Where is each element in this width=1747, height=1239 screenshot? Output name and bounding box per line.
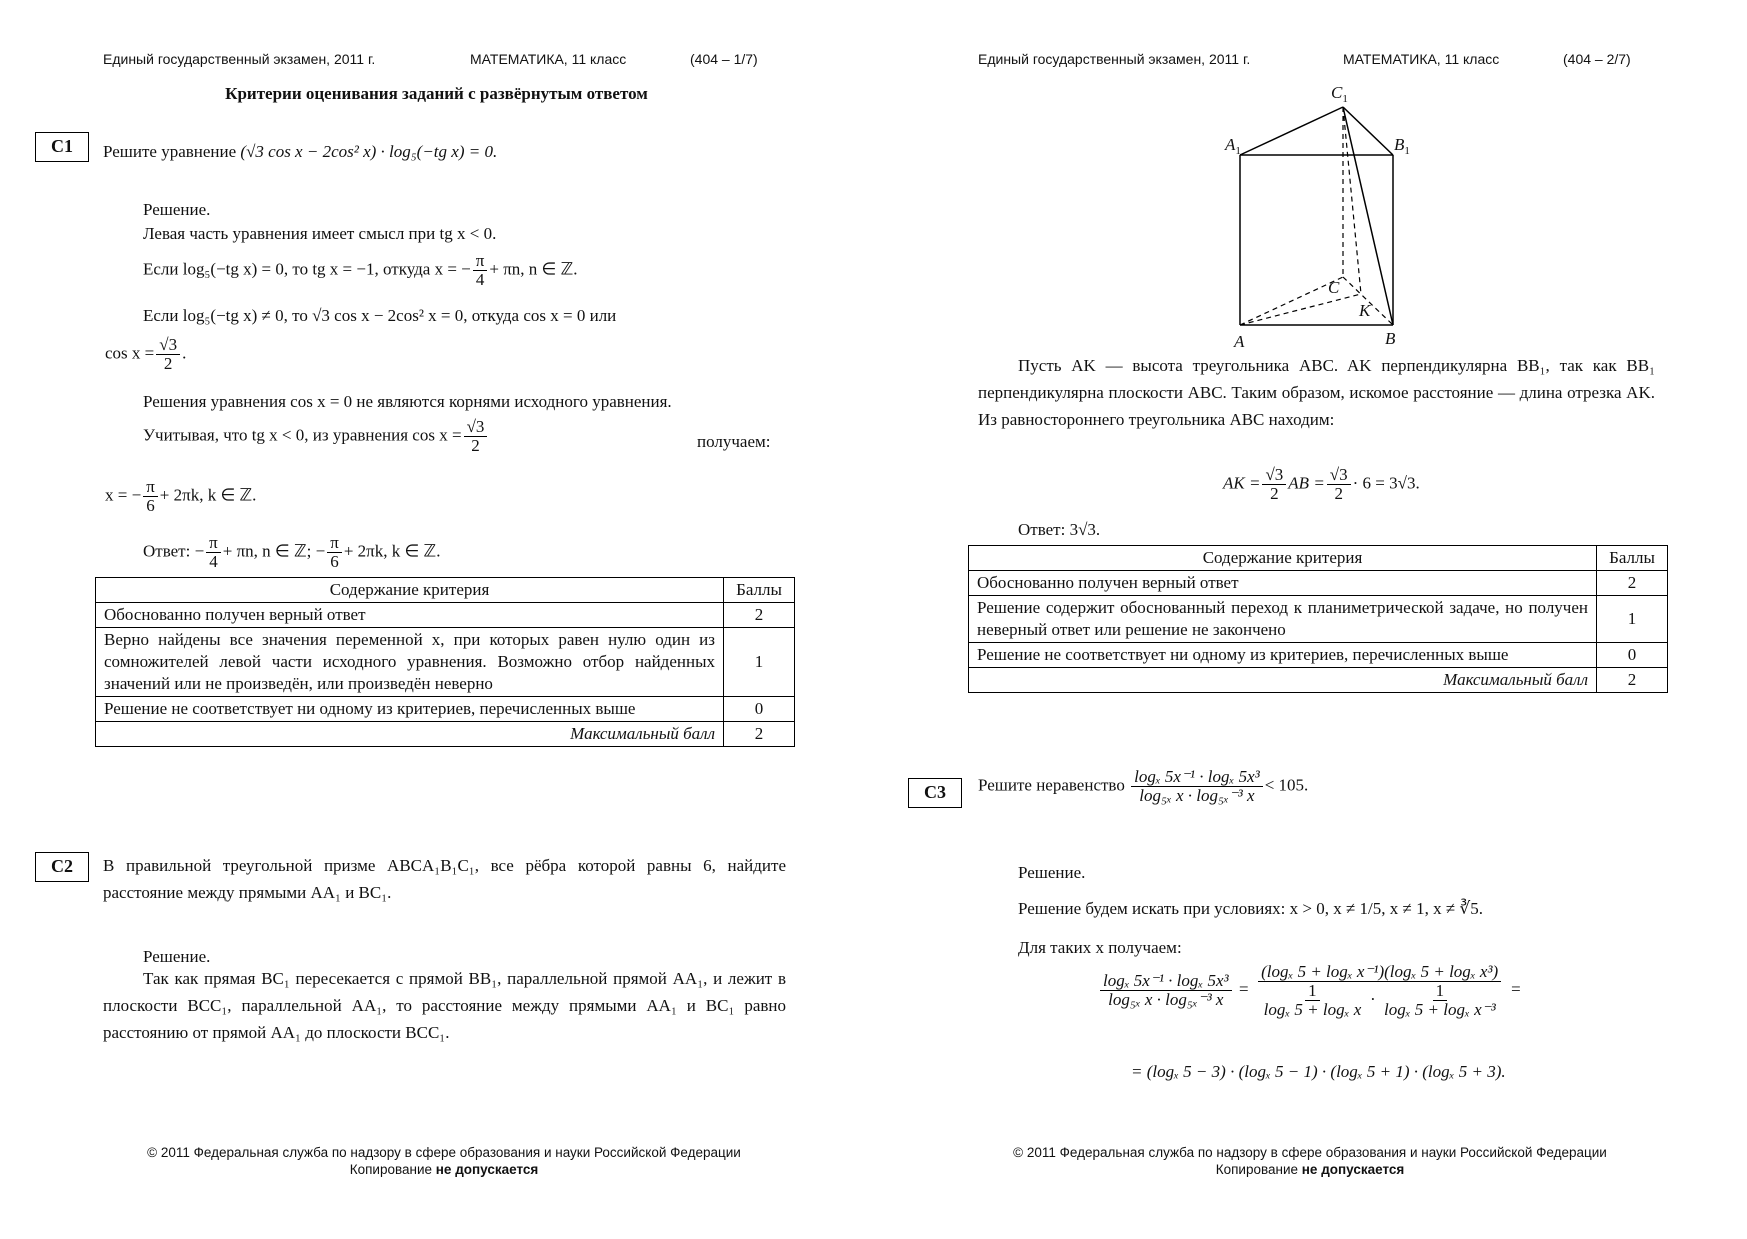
table-row bbox=[969, 596, 1668, 643]
c1-answer-label: Ответ: − bbox=[143, 541, 205, 561]
c1-answer bbox=[143, 534, 440, 571]
header-subject: МАТЕМАТИКА, 11 класс bbox=[470, 51, 627, 67]
footer-line2 bbox=[0, 1161, 888, 1178]
table-row bbox=[96, 603, 795, 628]
c2-cont-text: Пусть AK — высота треугольника ABC. AK перпендикулярна BB₁, так как BB₁ перпендикулярна плоскости ABC. Таким образом, искомое расстояние — длина отрезка AK. Из равностороннего треугольника ABC находим: bbox=[978, 356, 1655, 429]
fraction-pi-6 bbox=[143, 478, 158, 515]
criterion-points: 2 bbox=[724, 603, 795, 628]
table-max-row bbox=[96, 722, 795, 747]
edge-a1c1 bbox=[1240, 107, 1343, 155]
fraction-den: log₅ₓ x · log₅ₓ⁻³ x bbox=[1139, 785, 1255, 805]
fraction-den: logₓ 5 + logₓ x bbox=[1263, 999, 1362, 1019]
table-row bbox=[969, 571, 1668, 596]
c1-line-case2b: cos x = $\frac{√3}{2}$ . bbox=[105, 335, 187, 373]
segment-ak-hidden bbox=[1240, 294, 1361, 325]
c1-x-text: x = − bbox=[105, 485, 142, 505]
fraction-pi-6 bbox=[327, 534, 342, 571]
label-c: C bbox=[1328, 278, 1340, 297]
c3-conditions: Решение будем искать при условиях: x > 0, x ≠ 1/5, x ≠ 1, x ≠ ∛5. bbox=[1018, 899, 1483, 918]
page-right bbox=[873, 0, 1747, 1239]
c1-line-domain: Левая часть уравнения имеет смысл при tg x < 0. bbox=[143, 224, 497, 243]
criterion-points: 1 bbox=[1597, 596, 1668, 643]
max-score-label: Максимальный балл bbox=[969, 668, 1597, 693]
c1-cos-eq: cos x = bbox=[105, 343, 155, 363]
criterion-points: 0 bbox=[724, 697, 795, 722]
c1-solution-heading: Решение. bbox=[143, 200, 211, 219]
max-score-value: 2 bbox=[1597, 668, 1668, 693]
footer-copyright bbox=[0, 1144, 888, 1178]
segment-c1k-hidden bbox=[1343, 107, 1361, 294]
c2-eq-ak: AK = bbox=[1223, 473, 1261, 493]
c1-statement-text: Решите уравнение bbox=[103, 142, 237, 161]
c1-line-case1 bbox=[143, 252, 578, 289]
c2-solution-heading: Решение. bbox=[143, 947, 211, 966]
c3-transform: $\frac{\text{logₓ 5x⁻¹ · logₓ 5x³}}{\text{log₅ₓ x · log₅ₓ⁻³ x}}$ = (logₓ 5 + logₓ x⁻¹)(logₓ 5 + logₓ x³) $\frac{1}{\text{logₓ 5 + logₓ x}}$ · $\frac{1}{\text{logₓ 5 + logₓ x⁻³}}$ = bbox=[1098, 963, 1521, 1019]
fraction-den: logₓ 5 + logₓ x⁻³ bbox=[1384, 999, 1496, 1019]
fraction-num: √3 bbox=[1262, 466, 1286, 485]
fraction-sqrt3-2 bbox=[464, 418, 488, 455]
fraction-num: π bbox=[143, 478, 158, 497]
fraction-num: π bbox=[327, 534, 342, 553]
c3-statement-text: Решите неравенство bbox=[978, 775, 1125, 795]
criterion-points: 0 bbox=[1597, 643, 1668, 668]
fraction-num: logₓ 5x⁻¹ · logₓ 5x³ bbox=[1100, 972, 1232, 991]
header-page-number: (404 – 2/7) bbox=[1563, 51, 1631, 67]
footer-copy-bold: не допускается bbox=[435, 1162, 539, 1177]
header-page-number: (404 – 1/7) bbox=[690, 51, 758, 67]
fraction-den: 2 bbox=[163, 353, 173, 373]
table-row bbox=[969, 643, 1668, 668]
prism-figure bbox=[1225, 82, 1453, 352]
c2-answer: Ответ: 3√3. bbox=[1018, 520, 1101, 539]
task-label-c2: C2 bbox=[35, 852, 89, 882]
task-label-c1: C1 bbox=[35, 132, 89, 162]
fraction-den: 2 bbox=[1334, 483, 1343, 503]
c2-eq-result: · 6 = 3√3. bbox=[1352, 473, 1420, 493]
label-a: A bbox=[1234, 332, 1245, 351]
c1-answer-mid: + πn, n ∈ ℤ; − bbox=[222, 541, 326, 561]
fraction-num: √3 bbox=[1327, 466, 1351, 485]
c3-solution-heading: Решение. bbox=[1018, 863, 1086, 882]
c1-considering-text: Учитывая, что tg x < 0, из уравнения cos x = bbox=[143, 425, 462, 445]
points-header: Баллы bbox=[724, 578, 795, 603]
criterion-text: Верно найдены все значения переменной x, при которых равен нулю один из сомножителей левой части исходного уравнения. Возможно отбор найденных значений или не произведён, или произведён неверно bbox=[96, 628, 724, 697]
fraction-den: 2 bbox=[1270, 483, 1279, 503]
label-b: B bbox=[1385, 329, 1396, 348]
criterion-text: Обоснованно получен верный ответ bbox=[96, 603, 724, 628]
label-a1: $A_1$ bbox=[1225, 135, 1241, 157]
fraction-den: 6 bbox=[146, 495, 155, 515]
footer-line1: © 2011 Федеральная служба по надзору в сфере образования и науки Российской Федерации bbox=[147, 1145, 741, 1160]
c2-ak-equation bbox=[1223, 466, 1420, 503]
criterion-text: Обоснованно получен верный ответ bbox=[969, 571, 1597, 596]
table-header-row bbox=[969, 546, 1668, 571]
footer-copyright bbox=[873, 1144, 1747, 1178]
c1-line-considering bbox=[143, 418, 489, 455]
criteria-header: Содержание критерия bbox=[96, 578, 724, 603]
fraction-den: 4 bbox=[475, 269, 485, 289]
fraction-den: 4 bbox=[209, 551, 218, 571]
c3-inequality-fraction bbox=[1131, 768, 1263, 805]
footer-copy-label: Копирование bbox=[349, 1162, 433, 1177]
c3-result: = (logₓ 5 − 3) · (logₓ 5 − 1) · (logₓ 5 + 1) · (logₓ 5 + 3). bbox=[1131, 1062, 1506, 1081]
c2-eq-ab: AB = bbox=[1288, 473, 1325, 493]
footer-copy-label: Копирование bbox=[1215, 1162, 1299, 1177]
c3-inequality-rhs: < 105. bbox=[1264, 775, 1309, 795]
fraction-num: √3 bbox=[464, 418, 488, 437]
fraction-sqrt3-2 bbox=[1262, 466, 1286, 503]
label-b1: $B_1$ bbox=[1394, 135, 1410, 157]
footer-copy-bold: не допускается bbox=[1301, 1162, 1405, 1177]
c2-criteria-table bbox=[968, 545, 1668, 693]
fraction-den: $\frac{1}{\text{logₓ 5 + logₓ x}}$ · $\frac{1}{\text{logₓ 5 + logₓ x⁻³}}$ bbox=[1256, 982, 1504, 1019]
c1-line-get: получаем: bbox=[697, 432, 771, 451]
c3-den-frac-2 bbox=[1381, 982, 1499, 1019]
footer-line1: © 2011 Федеральная служба по надзору в сфере образования и науки Российской Федерации bbox=[1013, 1145, 1607, 1160]
fraction-den: log₅ₓ x · log₅ₓ⁻³ x bbox=[1108, 990, 1224, 1010]
fraction-num: π bbox=[473, 252, 488, 271]
table-max-row bbox=[969, 668, 1668, 693]
footer-line2 bbox=[873, 1161, 1747, 1178]
fraction-num: 1 bbox=[1305, 982, 1320, 1001]
fraction-den: 2 bbox=[471, 435, 480, 455]
c1-statement bbox=[103, 140, 497, 164]
c1-equation: (√3 cos x − 2cos² x) · log₅(−tg x) = 0. bbox=[240, 142, 498, 161]
label-k: K bbox=[1359, 301, 1371, 320]
fraction-num: 1 bbox=[1433, 982, 1448, 1001]
max-score-value: 2 bbox=[724, 722, 795, 747]
c1-x-tail: + 2πk, k ∈ ℤ. bbox=[159, 485, 257, 505]
criteria-header: Содержание критерия bbox=[969, 546, 1597, 571]
criterion-text: Решение содержит обоснованный переход к планиметрической задаче, но получен неверный ответ или решение не закончено bbox=[969, 596, 1597, 643]
c3-lhs-fraction bbox=[1100, 972, 1232, 1009]
fraction-num: √3 bbox=[156, 336, 180, 355]
header-subject: МАТЕМАТИКА, 11 класс bbox=[1343, 51, 1500, 67]
fraction-num: logₓ 5x⁻¹ · logₓ 5x³ bbox=[1131, 768, 1263, 787]
c2-statement: В правильной треугольной призме ABCA₁B₁C₁, все рёбра которой равны 6, найдите расстояние между прямыми AA₁ и BC₁. bbox=[103, 856, 786, 902]
fraction-pi-4 bbox=[473, 252, 488, 289]
table-header-row bbox=[96, 578, 795, 603]
c1-answer-tail: + 2πk, k ∈ ℤ. bbox=[343, 541, 441, 561]
fraction-num: (logₓ 5 + logₓ x⁻¹)(logₓ 5 + logₓ x³) bbox=[1258, 963, 1501, 982]
fraction-sqrt3-2 bbox=[1327, 466, 1351, 503]
max-score-label: Максимальный балл bbox=[96, 722, 724, 747]
c1-line-roots: Решения уравнения cos x = 0 не являются корнями исходного уравнения. bbox=[143, 392, 672, 411]
criterion-text: Решение не соответствует ни одному из критериев, перечисленных выше bbox=[96, 697, 724, 722]
fraction-pi-4 bbox=[206, 534, 221, 571]
c1-criteria-table bbox=[95, 577, 795, 747]
edge-c1b bbox=[1343, 107, 1393, 325]
c3-mid-fraction bbox=[1256, 963, 1504, 1019]
label-c1: $C_1$ bbox=[1331, 83, 1348, 105]
c3-statement bbox=[978, 768, 1308, 805]
c1-line-case2: Если log₅(−tg x) ≠ 0, то √3 cos x − 2cos² x = 0, откуда cos x = 0 или bbox=[143, 306, 617, 325]
points-header: Баллы bbox=[1597, 546, 1668, 571]
c2-solution-text: Так как прямая BC₁ пересекается с прямой BB₁, параллельной прямой AA₁, и лежит в плоскости BCC₁, параллельной AA₁, то расстояние между прямыми AA₁ и BC₁ равно расстоянию от прямой AA₁ до плоскости BCC₁. bbox=[103, 969, 786, 1042]
c3-for-such: Для таких x получаем: bbox=[1018, 938, 1182, 957]
fraction-den: 6 bbox=[330, 551, 339, 571]
header-exam: Единый государственный экзамен, 2011 г. bbox=[103, 51, 376, 67]
edge-c1b1 bbox=[1343, 107, 1393, 155]
criterion-text: Решение не соответствует ни одному из критериев, перечисленных выше bbox=[969, 643, 1597, 668]
c1-line-x bbox=[105, 478, 256, 515]
page-left bbox=[0, 0, 873, 1239]
c1-case1-text: Если log₅(−tg x) = 0, то tg x = −1, откуда x = − bbox=[143, 259, 471, 279]
criterion-points: 2 bbox=[1597, 571, 1668, 596]
table-row bbox=[96, 697, 795, 722]
fraction-sqrt3-2 bbox=[156, 336, 180, 373]
page-title: Критерии оценивания заданий с развёрнутым ответом bbox=[225, 84, 648, 103]
c1-case1-tail: + πn, n ∈ ℤ. bbox=[489, 259, 578, 279]
table-row bbox=[96, 628, 795, 697]
task-label-c3: C3 bbox=[908, 778, 962, 808]
c3-den-frac-1 bbox=[1261, 982, 1365, 1019]
criterion-points: 1 bbox=[724, 628, 795, 697]
header-exam: Единый государственный экзамен, 2011 г. bbox=[978, 51, 1251, 67]
fraction-num: π bbox=[206, 534, 221, 553]
